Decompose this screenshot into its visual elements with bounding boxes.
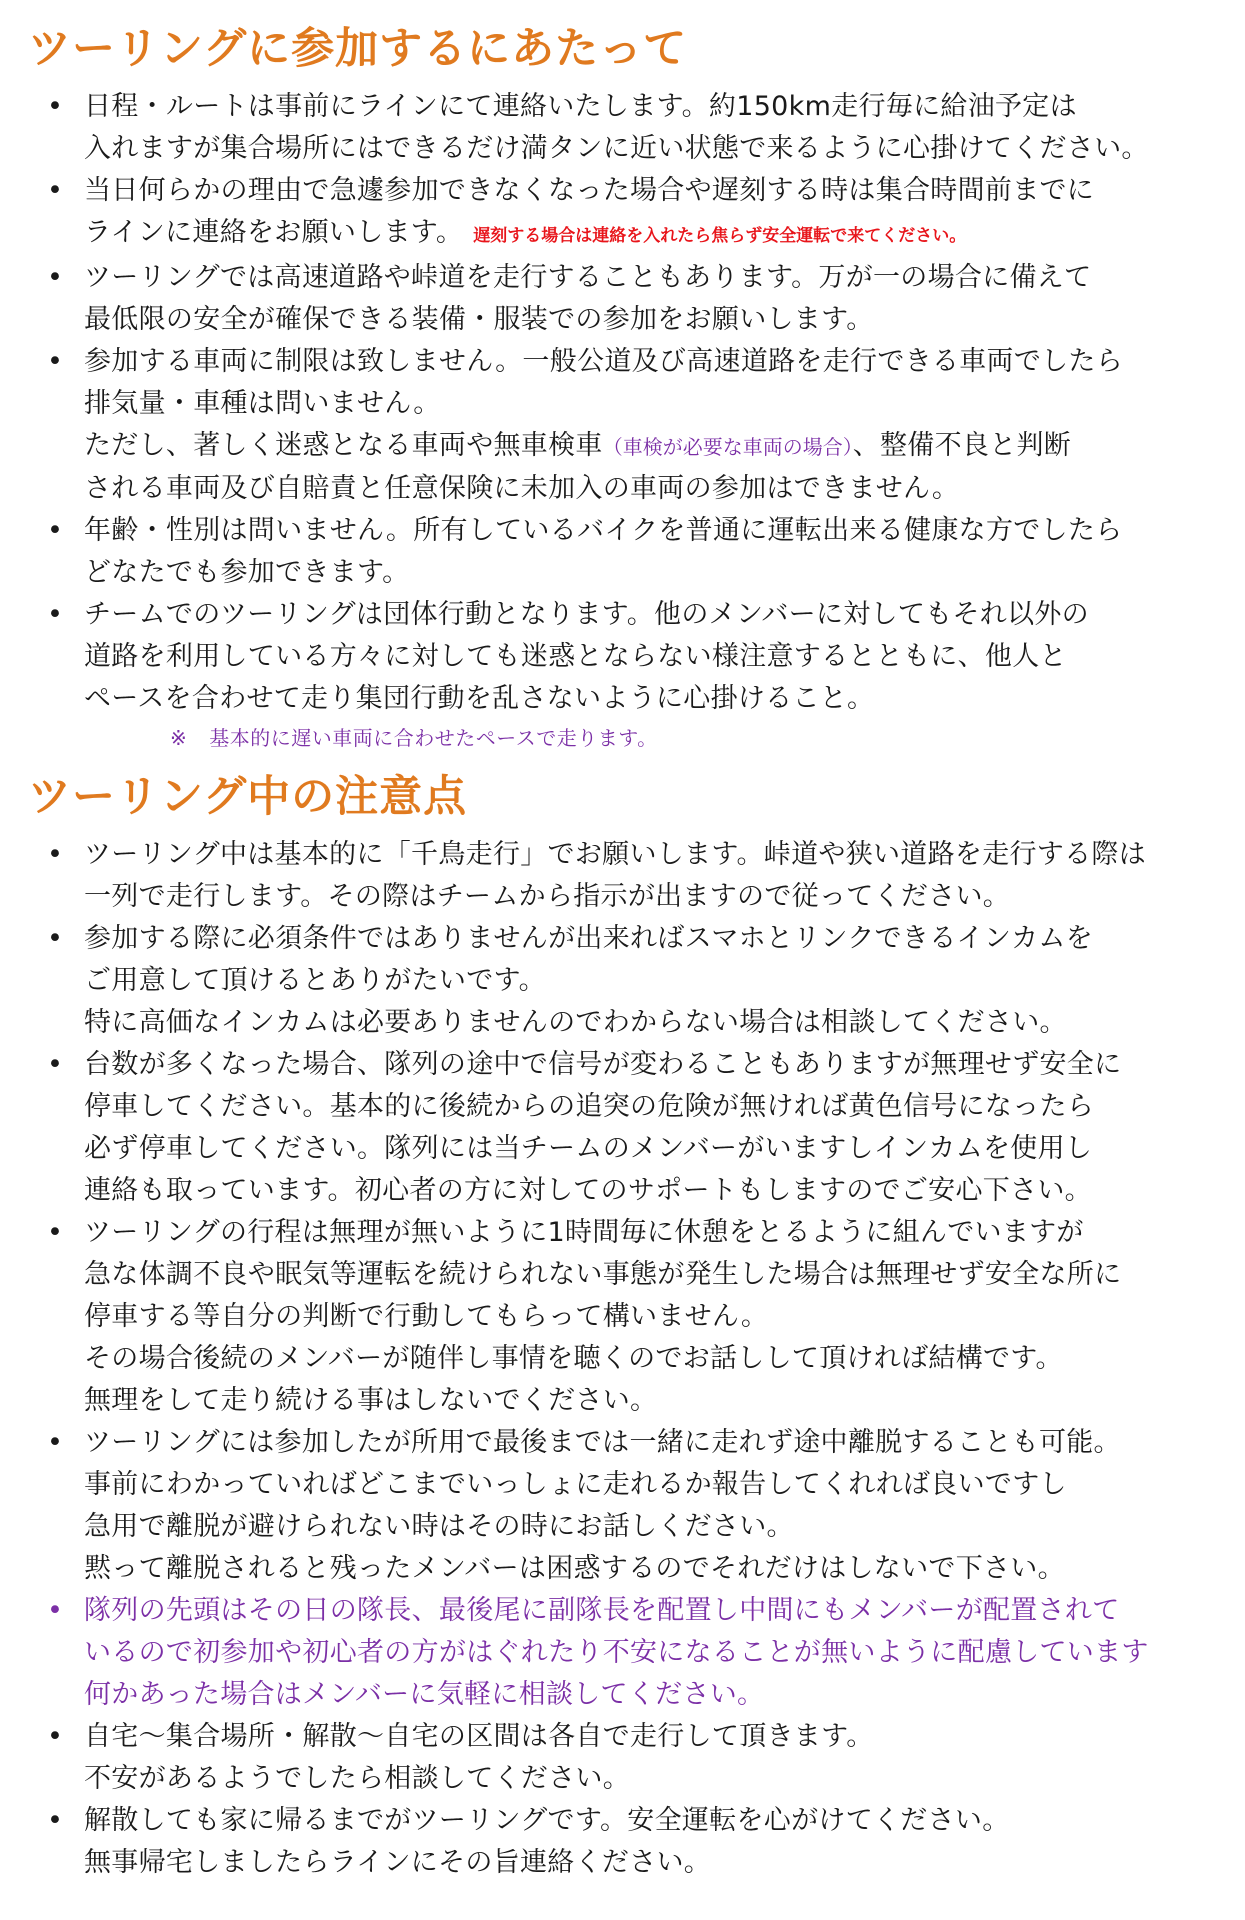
late-arrival-note: 遅刻する場合は連絡を入れたら焦らず安全運転で来てください。 (473, 226, 967, 246)
list-item (28, 1044, 1223, 1212)
list-item (28, 257, 1223, 341)
section-title-cautions: ツーリング中の注意点 (28, 772, 468, 822)
text-line: いるので初参加や初心者の方がはぐれたり不安になることが無いように配慮しています (84, 1637, 1149, 1668)
bullet: • (47, 1049, 63, 1080)
text-line: 日程・ルートは事前にラインにて連絡いたします。約150km走行毎に給油予定は (84, 91, 1077, 122)
bullet: • (47, 262, 63, 293)
inspection-note: （車検が必要な車両の場合） (602, 435, 853, 459)
text-line: 特に高価なインカムは必要ありませんのでわからない場合は相談してください。 (84, 1007, 1067, 1038)
bullet: • (47, 175, 63, 206)
text-line: 事前にわかっていればどこまでいっしょに走れるか報告してくれれば良いですし (84, 1469, 1067, 1500)
text-line: 急な体調不良や眠気等運転を続けられない事態が発生した場合は無理せず安全な所に (84, 1259, 1122, 1290)
text-line: 不安があるようでしたら相談してください。 (84, 1763, 630, 1794)
text-line: どなたでも参加できます。 (84, 557, 410, 588)
text-line: 解散しても家に帰るまでがツーリングです。安全運転を心がけてください。 (84, 1805, 1010, 1836)
text-line: ペースを合わせて走り集団行動を乱さないように心掛けること。 (84, 683, 875, 714)
text-segment: 、整備不良と判断 (852, 430, 1072, 461)
bullet: • (47, 1427, 63, 1458)
reference-mark: ※ (170, 726, 188, 750)
text-line: 台数が多くなった場合、隊列の途中で信号が変わることもありますが無理せず安全に (84, 1049, 1122, 1080)
list-item (28, 594, 1223, 720)
text-line: 最低限の安全が確保できる装備・服装での参加をお願いします。 (84, 304, 874, 335)
pace-note-text: 基本的に遅い車両に合わせたペースで走ります。 (209, 726, 658, 750)
text-line: その場合後続のメンバーが随伴し事情を聴くのでお話しして頂ければ結構です。 (84, 1343, 1063, 1374)
text-line: 黙って離脱されると残ったメンバーは困惑するのでそれだけはしないで下さい。 (84, 1553, 1065, 1584)
text-segment: ただし、著しく迷惑となる車両や無車検車 (84, 430, 603, 461)
text-line: チームでのツーリングは団体行動となります。他のメンバーに対してもそれ以外の (84, 599, 1089, 630)
list-item (28, 1422, 1223, 1590)
text-line: 参加する際に必須条件ではありませんが出来ればスマホとリンクできるインカムを (84, 923, 1094, 954)
text-line: ツーリングには参加したが所用で最後までは一緒に走れず途中離脱することも可能。 (84, 1427, 1121, 1458)
text-line: 停車してください。基本的に後続からの追突の危険が無ければ黄色信号になったら (84, 1091, 1095, 1122)
text-segment: ラインに連絡をお願いします。 (84, 217, 464, 248)
bullet: • (47, 346, 63, 377)
bullet: • (47, 1217, 63, 1248)
text-line: 連絡も取っています。初心者の方に対してのサポートもしますのでご安心下さい。 (84, 1175, 1092, 1206)
text-line: 隊列の先頭はその日の隊長、最後尾に副隊長を配置し中間にもメンバーが配置されて (84, 1595, 1120, 1626)
section-title-participation: ツーリングに参加するにあたって (28, 24, 688, 74)
text-line: 一列で走行します。その際はチームから指示が出ますので従ってください。 (84, 881, 1011, 912)
bullet: • (47, 923, 63, 954)
text-line-with-note (84, 212, 1223, 257)
list-item (28, 341, 1223, 510)
bullet: • (47, 599, 63, 630)
text-line: 急用で離脱が避けられない時はその時にお話しください。 (84, 1511, 794, 1542)
list-item (28, 1800, 1223, 1884)
text-line: 当日何らかの理由で急遽参加できなくなった場合や遅刻する時は集合時間前までに (84, 175, 1095, 206)
participation-list (28, 86, 1223, 720)
list-item (28, 834, 1223, 918)
list-item (28, 918, 1223, 1044)
text-line: 何かあった場合はメンバーに気軽に相談してください。 (84, 1679, 765, 1710)
list-item (28, 170, 1223, 257)
bullet: • (47, 91, 63, 122)
list-item (28, 1716, 1223, 1800)
text-line: ツーリングでは高速道路や峠道を走行することもあります。万が一の場合に備えて (84, 262, 1092, 293)
list-item (28, 86, 1223, 170)
bullet: • (47, 515, 63, 546)
text-line: 道路を利用している方々に対しても迷惑とならない様注意するとともに、他人と (84, 641, 1067, 672)
text-line: 必ず停車してください。隊列には当チームのメンバーがいますしインカムを使用し (84, 1133, 1093, 1164)
list-item-highlighted (28, 1590, 1223, 1716)
text-line: 自宅～集合場所・解散～自宅の区間は各自で走行して頂きます。 (84, 1721, 874, 1752)
bullet: • (47, 1721, 63, 1752)
bullet: • (47, 1805, 63, 1836)
text-line: 停車する等自分の判断で行動してもらって構いません。 (84, 1301, 769, 1332)
text-line: ご用意して頂けるとありがたいです。 (84, 965, 546, 996)
text-line-with-note (84, 425, 1223, 468)
text-line: 参加する車両に制限は致しません。一般公道及び高速道路を走行できる車両でしたら (84, 346, 1124, 377)
text-line: 無事帰宅しましたらラインにその旨連絡ください。 (84, 1847, 712, 1878)
text-line: 無理をして走り続ける事はしないでください。 (84, 1385, 658, 1416)
pace-note (28, 720, 1223, 756)
list-item (28, 510, 1223, 594)
text-line: される車両及び自賠責と任意保険に未加入の車両の参加はできません。 (84, 473, 960, 504)
text-line: 排気量・車種は問いません。 (84, 388, 441, 419)
bullet: • (47, 839, 63, 870)
text-line: 年齢・性別は問いません。所有しているバイクを普通に運転出来る健康な方でしたら (84, 515, 1123, 546)
bullet: • (47, 1595, 63, 1626)
cautions-list (28, 834, 1223, 1884)
text-line: ツーリングの行程は無理が無いように1時間毎に休憩をとるように組んでいますが (84, 1217, 1084, 1248)
list-item (28, 1212, 1223, 1422)
text-line: 入れますが集合場所にはできるだけ満タンに近い状態で来るように心掛けてください。 (84, 133, 1149, 164)
text-line: ツーリング中は基本的に「千鳥走行」でお願いします。峠道や狭い道路を走行する際は (84, 839, 1146, 870)
